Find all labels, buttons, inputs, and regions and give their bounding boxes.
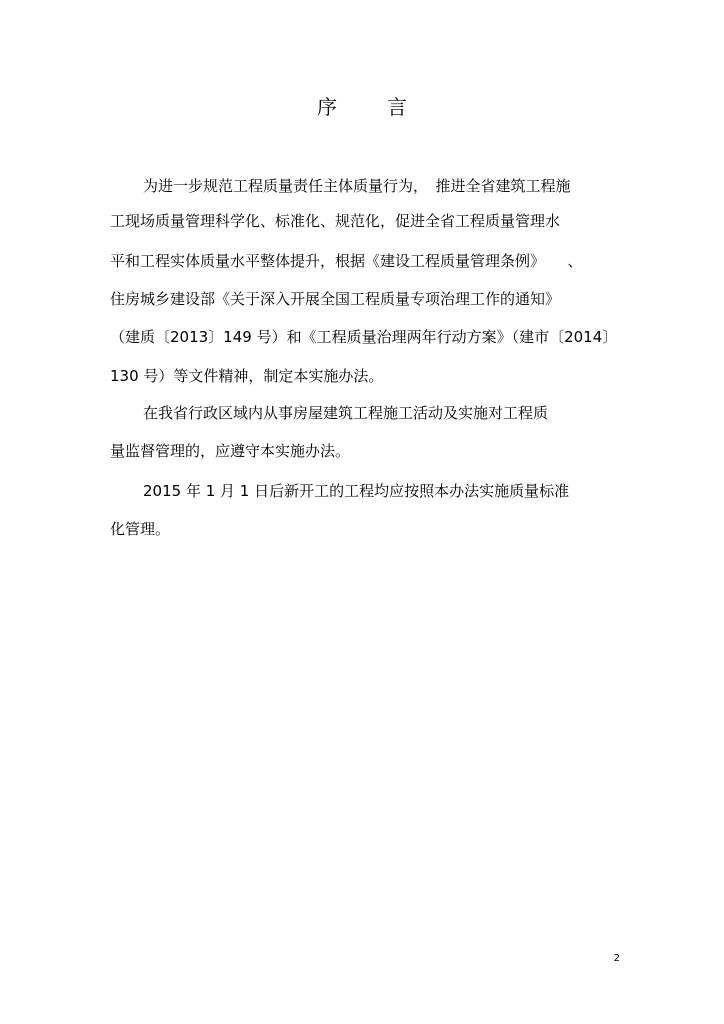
page-title: 序言: [317, 95, 457, 119]
paragraph-2-line-2: 量监督管理的，应遵守本实施办法。: [110, 442, 351, 460]
paragraph-1-line-1: 为进一步规范工程质量责任主体质量行为， 推进全省建筑工程施: [143, 177, 571, 195]
paragraph-3-line-1: 2015 年 1 月 1 日后新开工的工程均应按照本办法实施质量标准: [143, 482, 570, 500]
paragraph-3-line-2: 化管理。: [110, 520, 171, 538]
paragraph-1-line-5: （建质〔2013〕149 号）和《工程质量治理两年行动方案》（建市〔2014〕: [110, 328, 618, 346]
paragraph-2-line-1: 在我省行政区域内从事房屋建筑工程施工活动及实施对工程质: [143, 404, 549, 422]
paragraph-1-line-4: 住房城乡建设部《关于深入开展全国工程质量专项治理工作的通知》: [110, 290, 561, 308]
page-number: 2: [613, 953, 620, 964]
paragraph-1-line-6: 130 号）等文件精神，制定本实施办法。: [110, 367, 384, 385]
paragraph-1-line-2: 工现场质量管理科学化、标准化、规范化，促进全省工程质量管理水: [110, 212, 561, 230]
paragraph-1-line-3: 平和工程实体质量水平整体提升，根据《建设工程质量管理条例》 、: [110, 252, 583, 270]
